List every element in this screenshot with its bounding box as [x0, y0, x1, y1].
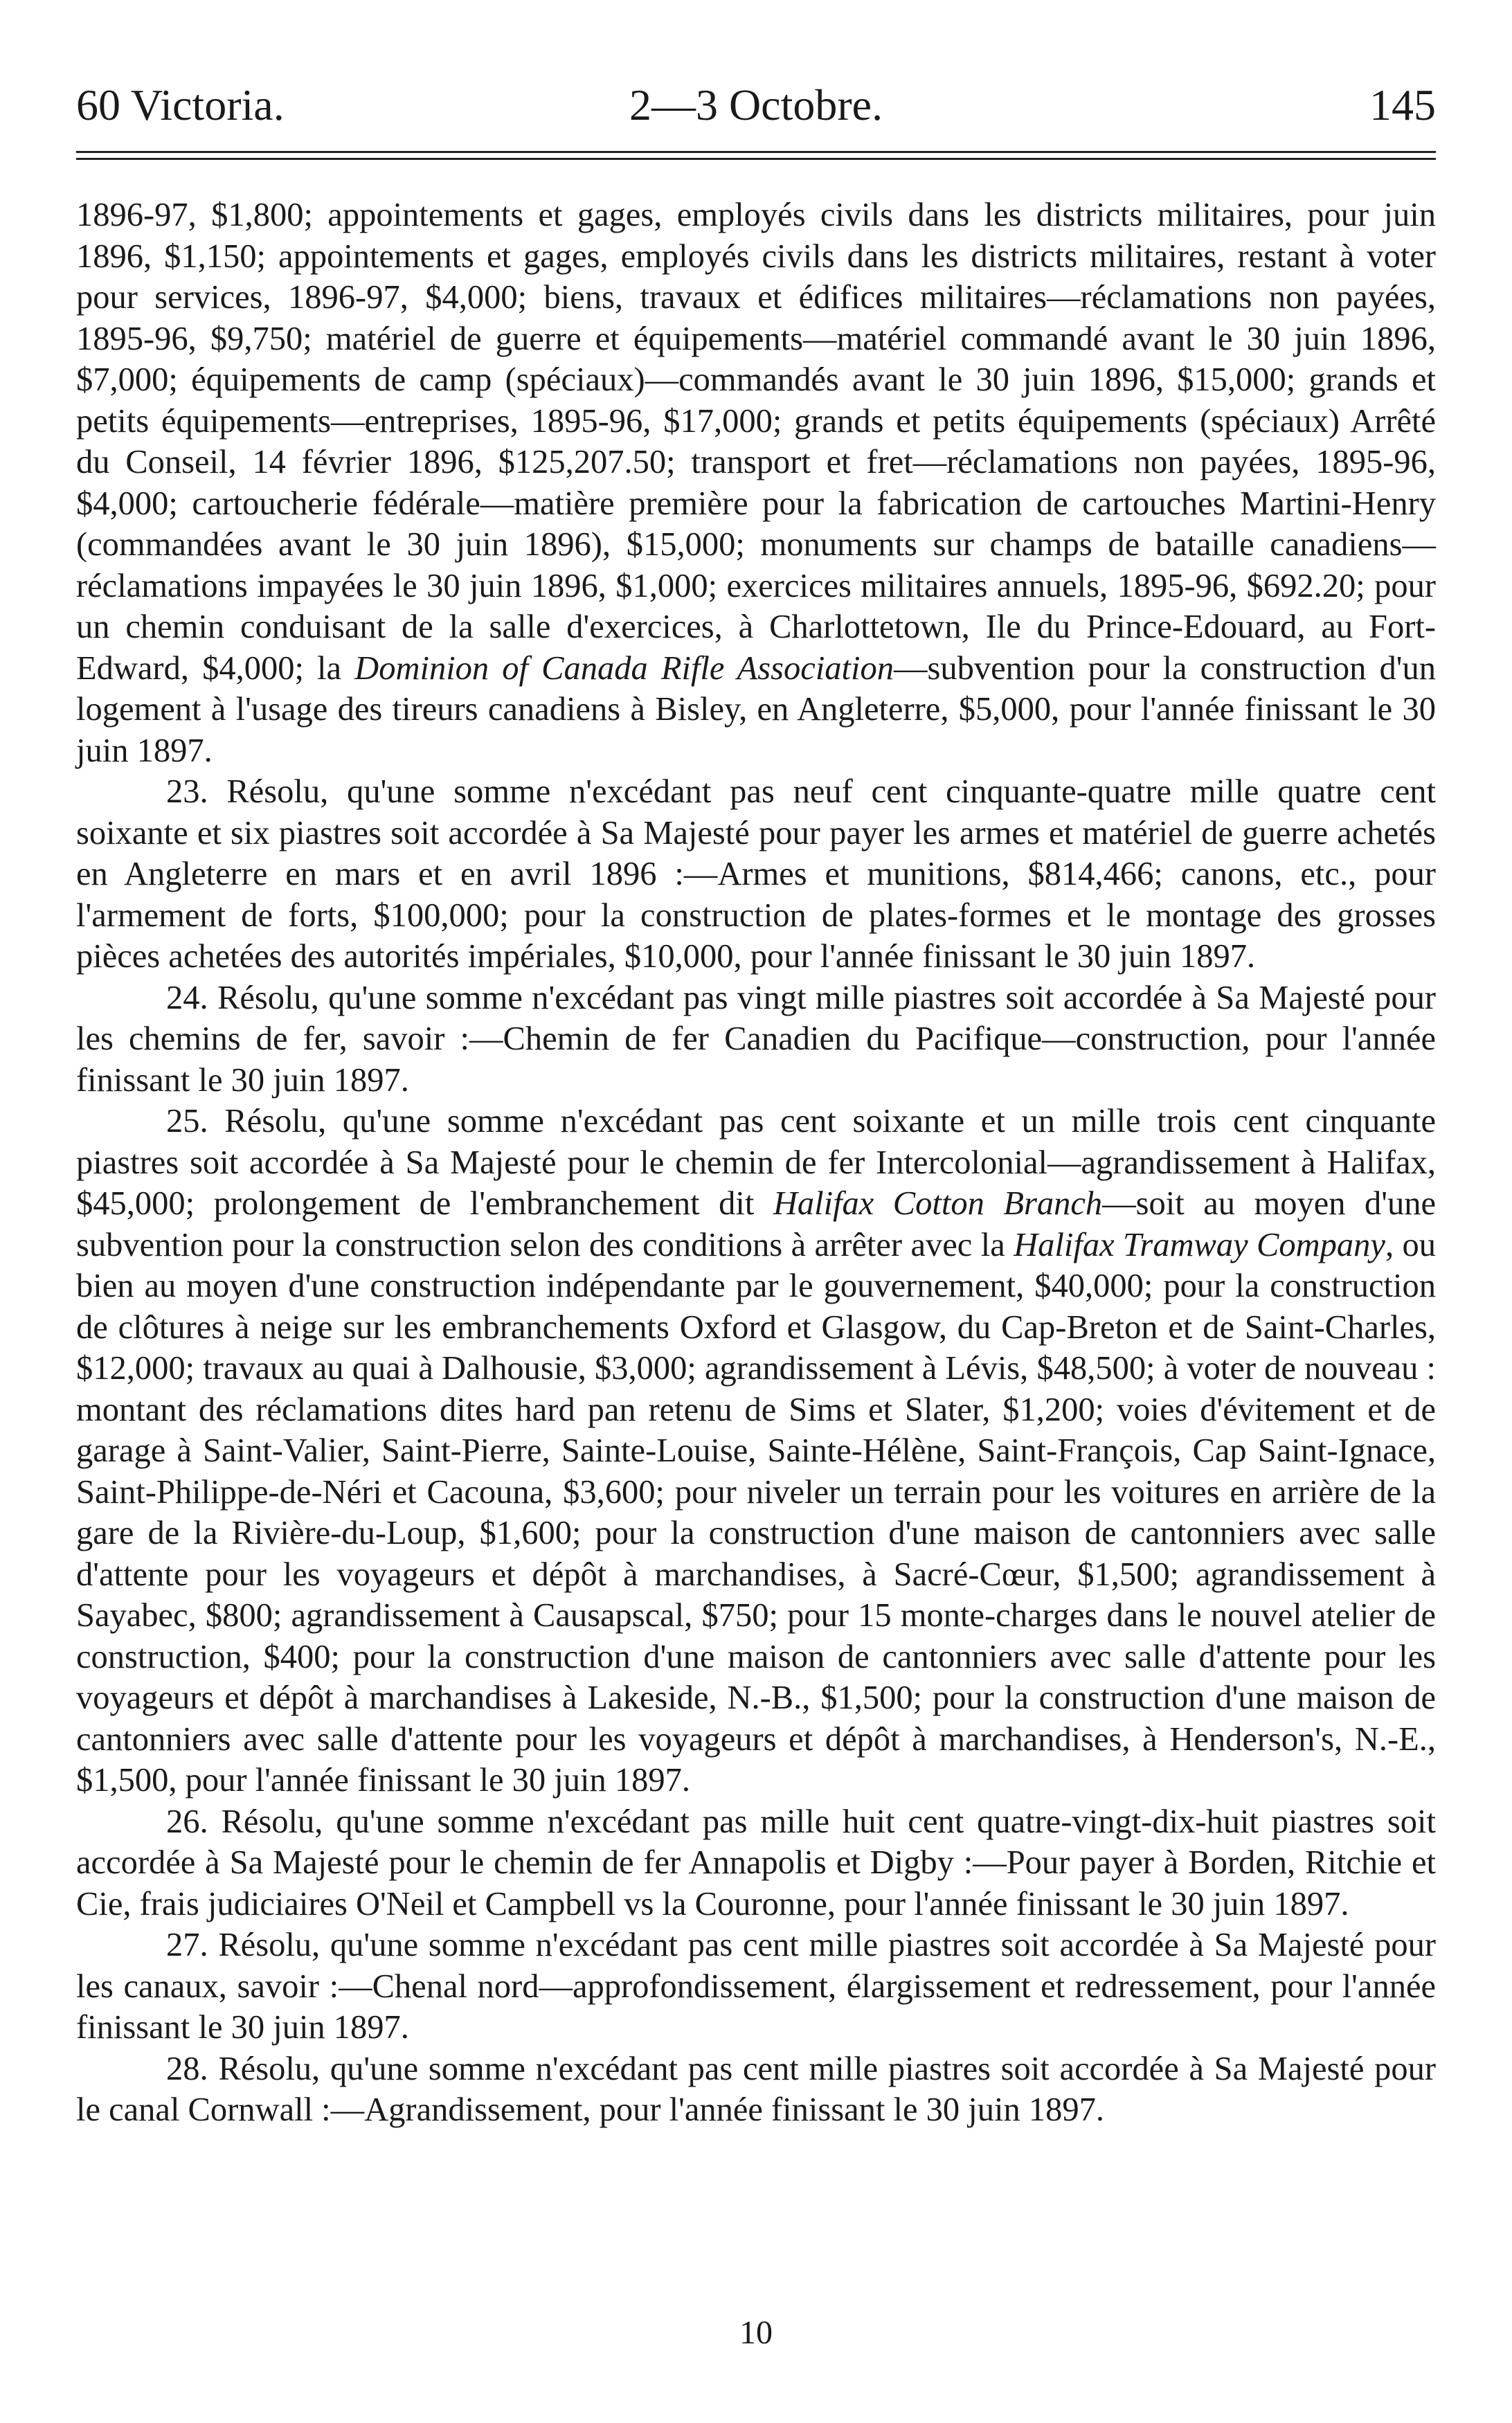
running-header	[76, 80, 1436, 129]
paragraph-text: 1896-97, $1,800; appointements et gages, employés civils dans les districts militaires, pour juin 1896, $1,150; appointements et gages, employés civils dans les districts militaires, restant à voter pour services, 1896-97, $4,000; biens, travaux et édifices militaires—réclamations non payées, 1895-96, $9,750; matériel de guerre et équipements—matériel commandé avant le 30 juin 1896, $7,000; équipements de camp (spéciaux)—commandés avant le 30 juin 1896, $15,000; grands et petits équipements—entreprises, 1895-96, $17,000; grands et petits équipements (spéciaux) Arrêté du Conseil, 14 février 1896, $125,207.50; transport et fret—réclamations non payées, 1895-96, $4,000; cartoucherie fédérale—matière première pour la fabrication de cartouches Martini-Henry (commandées avant le 30 juin 1896), $15,000; monuments sur champs de bataille canadiens—réclamations impayées le 30 juin 1896, $1,000; exercices militaires annuels, 1895-96, $692.20; pour un chemin conduisant de la salle d'exercices, à Charlottetown, Ile du Prince-Edouard, au Fort-Edward, $4,000; la	[76, 197, 1436, 687]
paragraph-text: , qu'une somme n'excédant pas cent mille piastres soit accordée à Sa Majesté pour le canal Cornwall :—Agrandissement, pour l'année finissant le 30 juin 1897.	[76, 2050, 1436, 2128]
resolution-lead: 23. Résolu	[166, 773, 321, 810]
paragraph-text: , qu'une somme n'excédant pas cent mille piastres soit accordée à Sa Majesté pour les canaux, savoir :—Chenal nord—approfondissement, élargissement et redressement, pour l'année finissant le 30 juin 1897.	[76, 1927, 1436, 2046]
resolution-25	[76, 1101, 1436, 1801]
paragraph-text: , qu'une somme n'excédant pas cent soixante et un mille trois cent cinquante piastres soit accordée à Sa Majesté pour le chemin de fer Intercolonial—agrandissement à Halifax, $45,000; prolongement de l'embranchement dit	[76, 1103, 1437, 1222]
paragraph-text: , qu'une somme n'excédant pas neuf cent cinquante-quatre mille quatre cent soixante et six piastres soit accordée à Sa Majesté pour payer les armes et matériel de guerre achetés en Angleterre en mars et en avril 1896 :—Armes et munitions, $814,466; canons, etc., pour l'armement de forts, $100,000; pour la construction de plates-formes et le montage des grosses pièces achetées des autorités impériales, $10,000, pour l'année finissant le 30 juin 1897.	[76, 773, 1436, 975]
resolution-lead: 27. Résolu	[166, 1927, 312, 1963]
paragraph-text: , ou bien au moyen d'une construction indépendante par le gouvernement, $40,000; pour la construction de clôtures à neige sur les embranchements Oxford et Glasgow, du Cap-Breton et de Saint-Charles, $12,000; travaux au quai à Dalhousie, $3,000; agrandissement à Lévis, $48,500; à voter de nouveau : montant des réclamations dites hard pan retenu de Sims et Slater, $1,200; voies d'évitement et de garage à Saint-Valier, Saint-Pierre, Sainte-Louise, Sainte-Hélène, Saint-François, Cap Saint-Ignace, Saint-Philippe-de-Néri et Cacouna, $3,600; pour niveler un terrain pour les voitures en arrière de la gare de la Rivière-du-Loup, $1,600; pour la construction d'une maison de cantonniers avec salle d'attente pour les voyageurs et dépôt à marchandises, à Sacré-Cœur, $1,500; agrandissement à Sayabec, $800; agrandissement à Causapscal, $750; pour 15 monte-charges dans le nouvel atelier de construction, $400; pour la construction d'une maison de cantonniers avec salle d'attente pour les voyageurs et dépôt à marchandises à Lakeside, N.-B., $1,500; pour la construction d'une maison de cantonniers avec salle d'attente pour les voyageurs et dépôt à marchandises, à Henderson's, N.-E., $1,500, pour l'année finissant le 30 juin 1897.	[76, 1226, 1437, 1799]
paragraph-text: , qu'une somme n'excédant pas vingt mille piastres soit accordée à Sa Majesté pour les chemins de fer, savoir :—Chemin de fer Canadien du Pacifique—construction, pour l'année finissant le 30 juin 1897.	[76, 979, 1436, 1099]
resolution-lead: 28. Résolu	[166, 2050, 312, 2087]
header-rule	[76, 151, 1436, 160]
resolution-28	[76, 2048, 1436, 2131]
folio-number: 10	[739, 2314, 773, 2351]
resolution-27	[76, 1925, 1436, 2048]
resolution-24	[76, 978, 1436, 1101]
resolution-26	[76, 1801, 1436, 1925]
page-number: 145	[1369, 80, 1436, 129]
resolution-lead: 26. Résolu	[166, 1803, 315, 1840]
italic-name: Halifax Cotton Branch	[773, 1185, 1103, 1222]
resolution-23	[76, 771, 1436, 978]
resolution-lead: 25. Résolu	[166, 1103, 318, 1140]
header-center: 2—3 Octobre.	[629, 80, 883, 129]
paragraph-continued	[76, 195, 1436, 771]
italic-name: Halifax Tramway Company	[1014, 1226, 1385, 1263]
resolution-lead: 24. Résolu	[166, 979, 311, 1016]
body-text	[76, 195, 1436, 2131]
paragraph-text: , qu'une somme n'excédant pas mille huit cent quatre-vingt-dix-huit piastres soit accordée à Sa Majesté pour le chemin de fer Annapolis et Digby :—Pour payer à Borden, Ritchie et Cie, frais judiciaires O'Neil et Campbell vs la Couronne, pour l'année finissant le 30 juin 1897.	[76, 1803, 1436, 1922]
document-page	[76, 80, 1437, 2131]
paragraph-text: —subvention pour la construction d'un logement à l'usage des tireurs canadiens à Bisley, en Angleterre, $5,000, pour l'année finissant le 30 juin 1897.	[76, 649, 1436, 769]
paragraph-text: —soit au moyen d'une subvention pour la construction selon des conditions à arrêter avec la	[76, 1185, 1436, 1263]
italic-name: Dominion of Canada Rifle Association	[354, 649, 894, 687]
header-left: 60 Victoria.	[76, 80, 285, 129]
